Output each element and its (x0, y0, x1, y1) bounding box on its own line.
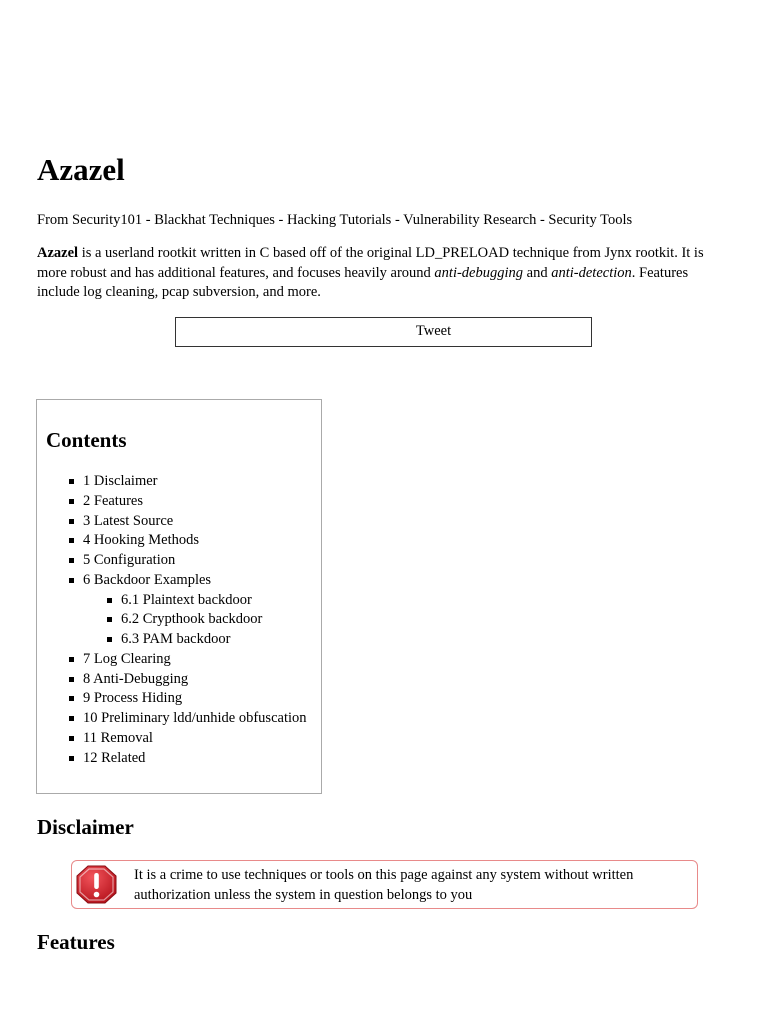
bullet-icon (69, 657, 74, 662)
toc-link[interactable]: 5 Configuration (83, 552, 176, 568)
bullet-icon (107, 598, 112, 603)
toc-item-latest-source[interactable] (83, 512, 307, 532)
disclaimer-heading: Disclaimer (37, 815, 134, 839)
bullet-icon (69, 736, 74, 741)
bullet-icon (69, 519, 74, 524)
site-subtitle: From Security101 - Blackhat Techniques - Hacking Tutorials - Vulnerability Research - Security Tools (37, 212, 633, 228)
intro-text-2: and (523, 264, 552, 281)
toc-item-preliminary-obfuscation[interactable] (83, 709, 307, 729)
bullet-icon (107, 617, 112, 622)
toc-link[interactable]: 12 Related (83, 749, 146, 766)
features-heading: Features (37, 930, 115, 954)
intro-paragraph (37, 244, 732, 303)
toc-link[interactable]: 6.2 Crypthook backdoor (121, 611, 263, 628)
toc-link[interactable]: 11 Removal (83, 729, 153, 746)
toc-item-log-clearing[interactable] (83, 650, 307, 670)
bullet-icon (69, 756, 74, 761)
toc-link[interactable]: 2 Features (83, 492, 143, 509)
toc-item-removal[interactable] (83, 729, 307, 749)
toc-link[interactable]: 1 Disclaimer (83, 473, 158, 489)
bullet-icon (69, 479, 74, 484)
bullet-icon (69, 538, 74, 543)
toc-link[interactable]: 7 Log Clearing (83, 650, 171, 667)
toc-link[interactable]: 10 Preliminary ldd/unhide obfuscation (83, 710, 307, 726)
warning-icon (75, 864, 118, 905)
bullet-icon (69, 696, 74, 701)
bullet-icon (107, 637, 112, 642)
toc-subitem-crypthook-backdoor[interactable] (121, 610, 307, 630)
intro-text-3: . Features include log cleaning, pcap subversion, and more. (37, 264, 689, 300)
toc-list (83, 472, 307, 768)
toc-link[interactable]: 6.3 PAM backdoor (121, 631, 231, 647)
toc-sublist (83, 591, 307, 650)
page-title: Azazel (37, 152, 125, 187)
toc-subitem-plaintext-backdoor[interactable] (121, 591, 307, 611)
toc-link[interactable]: 8 Anti-Debugging (83, 670, 189, 687)
intro-emphasis-2: anti-detection (551, 264, 632, 281)
toc-item-configuration[interactable] (83, 551, 307, 571)
bullet-icon (69, 716, 74, 721)
notice-text: It is a crime to use techniques or tools on this page against any system without written authorization unless the system in question belongs to you (134, 867, 634, 903)
toc-link[interactable]: 3 Latest Source (83, 512, 174, 529)
intro-bold-term: Azazel (37, 245, 79, 261)
toc-item-backdoor-examples[interactable] (83, 571, 307, 650)
disclaimer-notice (71, 860, 698, 909)
toc-item-related[interactable] (83, 749, 307, 769)
toc-link[interactable]: 6.1 Plaintext backdoor (121, 591, 252, 608)
toc-subitem-pam-backdoor[interactable] (121, 630, 307, 650)
toc-link[interactable]: 9 Process Hiding (83, 690, 183, 707)
bullet-icon (69, 558, 74, 563)
toc-link[interactable]: 4 Hooking Methods (83, 532, 199, 549)
toc-item-anti-debugging[interactable] (83, 670, 307, 690)
toc-item-features[interactable] (83, 492, 307, 512)
table-of-contents (36, 399, 322, 794)
tweet-button[interactable]: Tweet (175, 317, 592, 347)
toc-item-disclaimer[interactable] (83, 472, 307, 492)
bullet-icon (69, 578, 74, 583)
toc-item-process-hiding[interactable] (83, 689, 307, 709)
toc-item-hooking-methods[interactable] (83, 531, 307, 551)
bullet-icon (69, 499, 74, 504)
intro-emphasis-1: anti-debugging (434, 264, 524, 281)
toc-link[interactable]: 6 Backdoor Examples (83, 571, 212, 588)
bullet-icon (69, 677, 74, 682)
intro-text-1: is a userland rootkit written in C based off of the original LD_PRELOAD technique from Jynx rootkit. It is more robust and has additional features, and focuses heavily around (37, 245, 704, 281)
toc-heading: Contents (46, 428, 127, 452)
